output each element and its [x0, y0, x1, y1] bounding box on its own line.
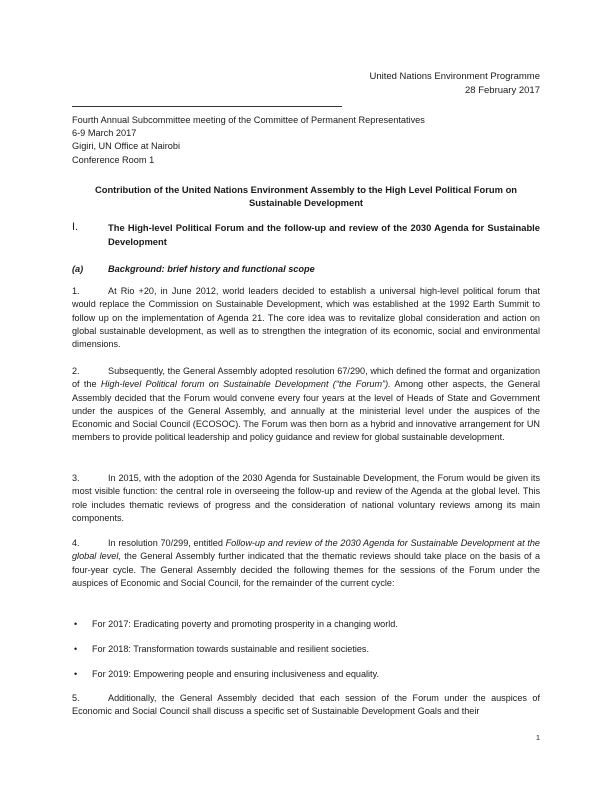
- bullet-text: For 2019: Empowering people and ensuring inclusiveness and equality.: [92, 669, 379, 679]
- meeting-dates: 6-9 March 2017: [72, 128, 137, 139]
- bullet-icon: •: [74, 619, 78, 629]
- meeting-location: Gigiri, UN Office at Nairobi: [72, 141, 181, 152]
- paragraph-text: In 2015, with the adoption of the 2030 Agenda for Sustainable Development, the Forum would be given its most visible function: the central role in overseeing the follow-up and review of the Agenda at the global level. This role includes thematic reviews of progress and the consideration of national voluntary reviews among its main components.: [72, 473, 540, 523]
- header-divider: [72, 106, 342, 107]
- bullet-icon: •: [74, 644, 78, 654]
- subsection-letter: (a): [72, 264, 84, 274]
- paragraph-text-cont: Among other aspects, the General Assembly decided that the Forum would convene every four years at the level of Heads of State and Government under the auspices of the General Assembly, and annually at the ministerial level under the auspices of the Economic and Social Council (ECOSOC). The Forum was then born as a hybrid and innovative arrangement for UN members to provide political leadership and policy guidance and review for global sustainable development.: [72, 379, 540, 443]
- paragraph-4: [72, 537, 540, 590]
- paragraph-1: [72, 285, 540, 351]
- paragraph-text: At Rio +20, in June 2012, world leaders decided to establish a universal high-level political forum that would replace the Commission on Sustainable Development, which was established at the 1992 Earth Summit to follow up on the implementation of Agenda 21. The core idea was to revitalize global consideration and action on global sustainable development, as well as to strengthen the integration of its economic, social and environmental dimensions.: [72, 286, 540, 350]
- paragraph-3: [72, 472, 540, 525]
- paragraph-number: 4.: [72, 538, 80, 548]
- bullet-text: For 2017: Eradicating poverty and promoting prosperity in a changing world.: [92, 619, 398, 629]
- meeting-info: [72, 114, 425, 167]
- paragraph-2: [72, 365, 540, 445]
- section-number: I.: [72, 221, 79, 233]
- meeting-title: Fourth Annual Subcommittee meeting of the Committee of Permanent Representatives: [72, 115, 425, 125]
- paragraph-text-italic: High-level Political forum on Sustainable Development (“the Forum”).: [100, 379, 391, 390]
- section-heading: [72, 221, 540, 248]
- paragraph-text: Subsequently, the General Assembly adopted resolution 67/290, which defined the format and organization of the: [72, 366, 540, 390]
- paragraph-number: 5.: [72, 693, 80, 703]
- header-organization: United Nations Environment Programme: [369, 71, 540, 82]
- paragraph-number: 3.: [72, 473, 80, 483]
- bullet-text: For 2018: Transformation towards sustainable and resilient societies.: [92, 644, 369, 654]
- paragraph-5: [72, 692, 540, 719]
- paragraph-text-cont: the General Assembly further indicated that the thematic reviews should take place on the basis of a four-year cycle. The General Assembly decided the following themes for the sessions of the Forum under the auspices of Economic and Social Council, for the remainder of the current cycle:: [72, 551, 540, 588]
- paragraph-number: 1.: [72, 286, 80, 296]
- header-date: 28 February 2017: [465, 85, 540, 96]
- paragraph-text: In resolution 70/299, entitled: [108, 538, 226, 548]
- section-title: The High-level Political Forum and the follow-up and review of the 2030 Agenda for Sustainable Development: [108, 222, 540, 247]
- paragraph-text: Additionally, the General Assembly decided that each session of the Forum under the auspices of Economic and Social Council shall discuss a specific set of Sustainable Development Goals and their: [72, 693, 540, 717]
- page-number: 1: [535, 733, 540, 742]
- bullet-icon: •: [74, 669, 78, 679]
- document-title: Contribution of the United Nations Environment Assembly to the High Level Political Forum on Sustainable Development: [94, 184, 518, 209]
- meeting-room: Conference Room 1: [72, 154, 155, 165]
- subsection-title: Background: brief history and functional scope: [108, 264, 315, 274]
- paragraph-text-italic: Follow-up and review of the 2030 Agenda for Sustainable Development at the global level,: [72, 538, 540, 562]
- paragraph-number: 2.: [72, 366, 80, 376]
